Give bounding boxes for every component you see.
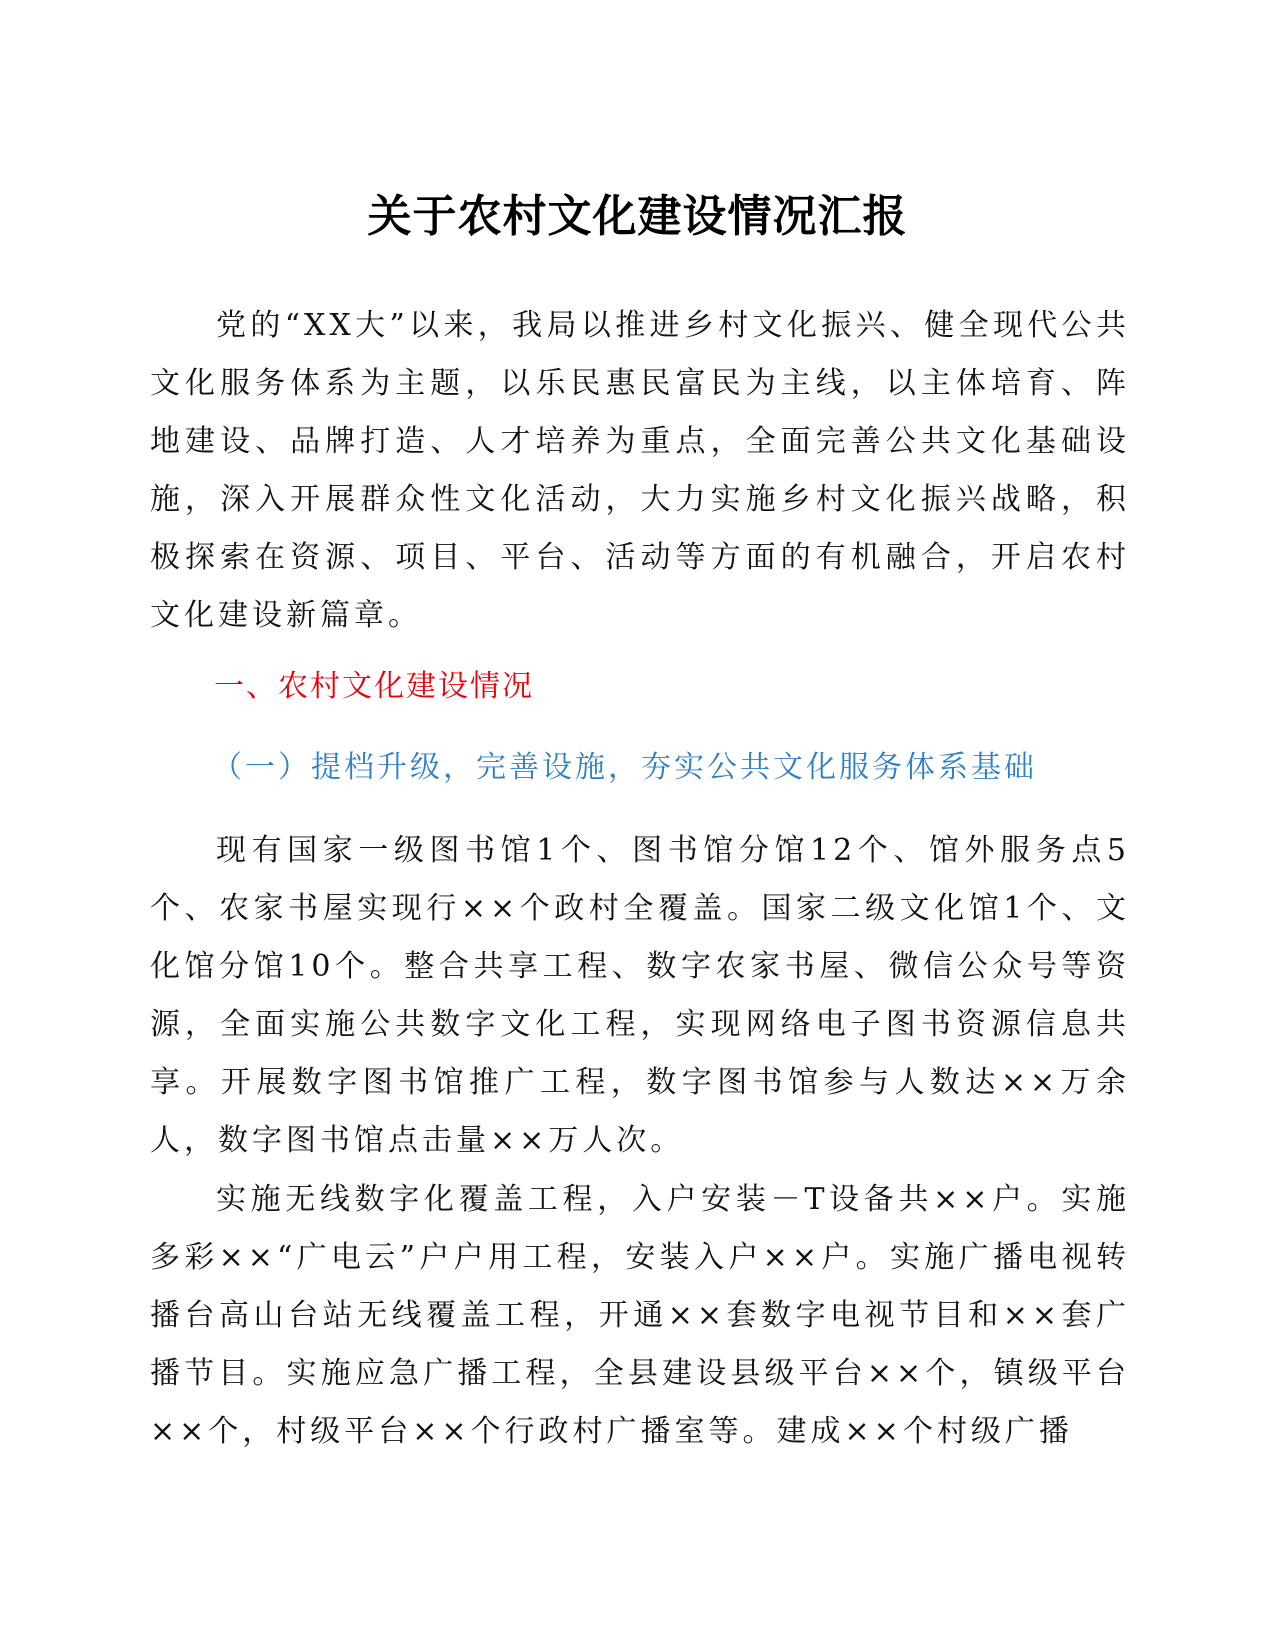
section-heading: 一、农村文化建设情况: [214, 669, 534, 704]
intro-paragraph: 党的“XX大”以来，我局以推进乡村文化振兴、健全现代公共文化服务体系为主题，以乐民惠民富民为主线，以主体培育、阵地建设、品牌打造、人才培养为重点，全面完善公共文化基础设施，深入开展群众性文化活动，大力实施乡村文化振兴战略，积极探索在资源、项目、平台、活动等方面的有机融合，开启农村文化建设新篇章。: [150, 308, 1130, 633]
body-paragraph-library: 现有国家一级图书馆1个、图书馆分馆12个、馆外服务点5个、农家书屋实现行××个政村全覆盖。国家二级文化馆1个、文化馆分馆10个。整合共享工程、数字农家书屋、微信公众号等资源，全面实施公共数字文化工程，实现网络电子图书资源信息共享。开展数字图书馆推广工程，数字图书馆参与人数达××万余人，数字图书馆点击量××万人次。: [150, 833, 1130, 1158]
subsection-heading: （一）提档升级，完善设施，夯实公共文化服务体系基础: [212, 750, 1037, 785]
document-title: 关于农村文化建设情况汇报: [367, 191, 908, 242]
body-paragraph-broadcast: 实施无线数字化覆盖工程，入户安装－T设备共××户。实施多彩××“广电云”户户用工程，安装入户××户。实施广播电视转播台高山台站无线覆盖工程，开通××套数字电视节目和××套广播节目。实施应急广播工程，全县建设县级平台××个，镇级平台××个，村级平台××个行政村广播室等。建成××个村级广播: [150, 1182, 1130, 1449]
